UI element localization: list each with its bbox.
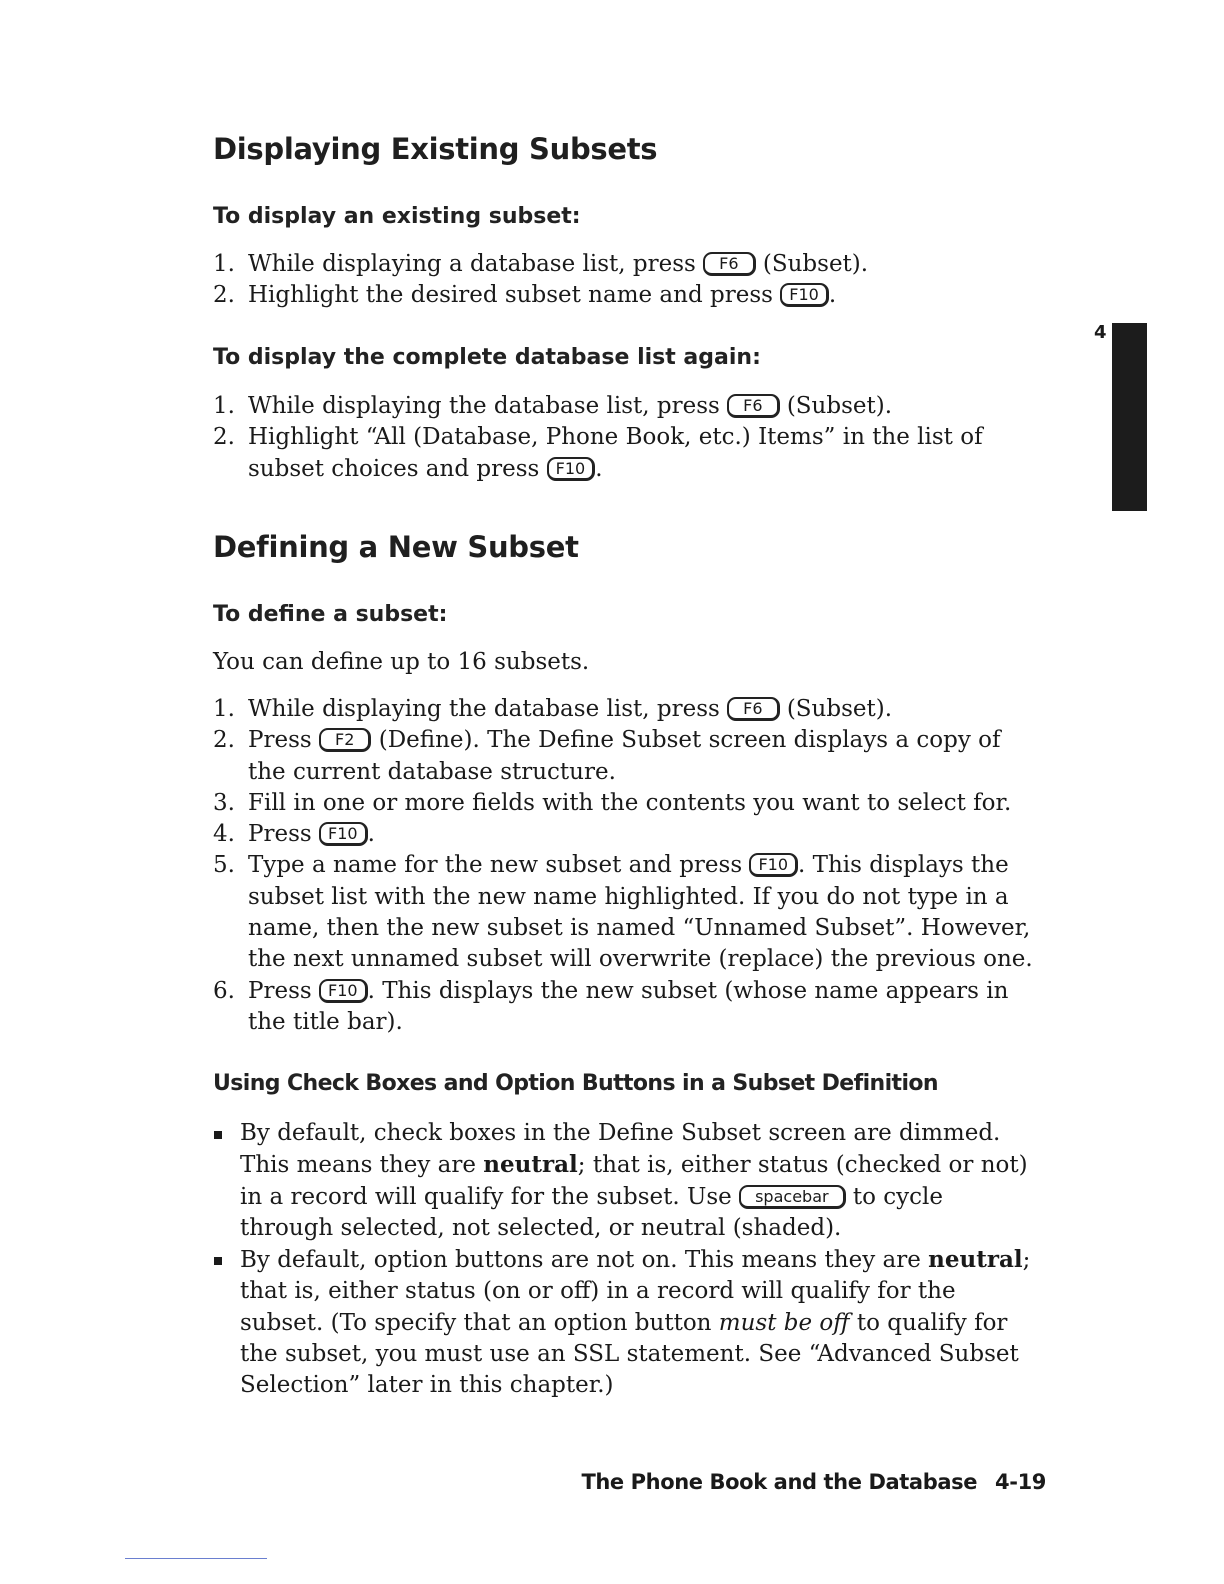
spacebar-key: spacebar	[739, 1185, 845, 1209]
steps-display-existing	[213, 249, 1043, 312]
page-footer	[581, 1470, 1046, 1494]
bullet-item: By default, option buttons are not on. This means they are neutral; that is, either status (on or off) in a record will qualify for the subset. (To specify that an option button must be off to qualify for the subset, you must use an SSL statement. See “Advanced Subset Selection” later in this chapter.)	[213, 1244, 1043, 1401]
f6-key: F6	[703, 252, 755, 276]
subheading-display-existing: To display an existing subset:	[213, 204, 581, 229]
subheading-define-subset: To define a subset:	[213, 602, 448, 627]
step-item: 2. Highlight “All (Database, Phone Book, etc.) Items” in the list of subset choices and press F10 .	[213, 424, 983, 482]
f10-key: F10	[547, 457, 596, 481]
bullet-item: By default, check boxes in the Define Subset screen are dimmed. This means they are neutral; that is, either status (checked or not) in a record will qualify for the subset. Use spacebar to cycle through selected, not selected, or neutral (shaded).	[213, 1118, 1043, 1244]
subheading-display-complete: To display the complete database list again:	[213, 345, 761, 370]
define-intro: You can define up to 16 subsets.	[213, 649, 590, 675]
step-item: 3. Fill in one or more fields with the contents you want to select for.	[213, 789, 1012, 816]
step-item: 2. Highlight the desired subset name and press F10 .	[213, 282, 837, 309]
f6-key: F6	[727, 697, 779, 721]
step-item: 2. Press F2 (Define). The Define Subset screen displays a copy of the current database structure.	[213, 727, 1001, 785]
subheading-check-boxes: Using Check Boxes and Option Buttons in a Subset Definition	[213, 1071, 938, 1096]
f10-key: F10	[749, 853, 798, 877]
step-item: 5. Type a name for the new subset and press F10 . This displays the subset list with the new name highlighted. If you do not type in a name, then the new subset is named “Unnamed Subset”. However, the next unnamed subset will overwrite (replace) the previous one.	[213, 852, 1033, 973]
f6-key: F6	[727, 394, 779, 418]
steps-define-subset	[213, 694, 1043, 1038]
steps-display-complete	[213, 391, 1043, 485]
step-item: 1. While displaying the database list, press F6 (Subset).	[213, 393, 893, 419]
chapter-tab-bar	[1112, 323, 1147, 511]
bullet-square-icon	[214, 1131, 222, 1139]
bullets-check-boxes	[213, 1118, 1043, 1402]
step-item: 6. Press F10 . This displays the new subset (whose name appears in the title bar).	[213, 977, 1009, 1035]
f10-key: F10	[319, 979, 368, 1003]
step-item: 1. While displaying the database list, press F6 (Subset).	[213, 696, 893, 722]
footer-rule	[125, 1558, 267, 1559]
step-item: 1. While displaying a database list, press F6 (Subset).	[213, 251, 869, 277]
step-item: 4. Press F10 .	[213, 821, 375, 848]
page-number: 4-19	[995, 1470, 1046, 1494]
f10-key: F10	[780, 283, 829, 307]
footer-chapter-title: The Phone Book and the Database	[581, 1470, 978, 1494]
chapter-tab-number: 4	[1094, 322, 1107, 343]
section-title-displaying-subsets: Displaying Existing Subsets	[213, 132, 658, 166]
section-title-defining-subset: Defining a New Subset	[213, 530, 579, 564]
f10-key: F10	[319, 822, 368, 846]
bullet-square-icon	[214, 1257, 222, 1265]
f2-key: F2	[319, 728, 371, 752]
